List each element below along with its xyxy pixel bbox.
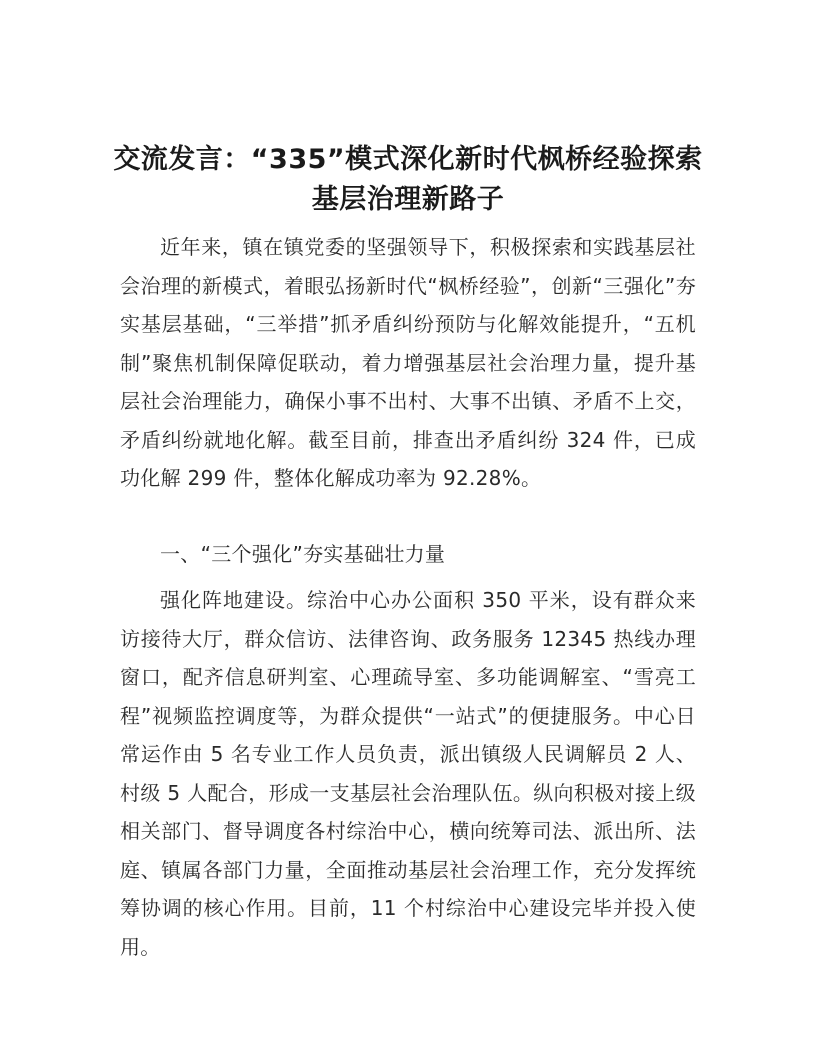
document-title: 交流发言：“335”模式深化新时代枫桥经验探索基层治理新路子 — [113, 144, 703, 215]
section-heading-1: 一、“三个强化”夯实基础壮力量 — [160, 542, 446, 566]
paragraph-position-building: 强化阵地建设。综治中心办公面积 350 平米，设有群众来访接待大厅，群众信访、法律咨询、政务服务 12345 热线办理窗口，配齐信息研判室、心理疏导室、多功能调解室、“雪亮工程”视频监控调度等，为群众提供“一站式”的便捷服务。中心日常运作由 5 名专业工作人员负责，派出镇级人民调解员 2 人、村级 5 人配合，形成一支基层社会治理队伍。纵向积极对接上级相关部门、督导调度各村综治中心，横向统筹司法、派出所、法庭、镇属各部门力量，全面推动基层社会治理工作，充分发挥统筹协调的核心作用。目前，11 个村综治中心建设完毕并投入使用。 — [120, 588, 696, 959]
paragraph-intro: 近年来，镇在镇党委的坚强领导下，积极探索和实践基层社会治理的新模式，着眼弘扬新时代“枫桥经验”，创新“三强化”夯实基层基础，“三举措”抓矛盾纠纷预防与化解效能提升，“五机制”聚焦机制保障促联动，着力增强基层社会治理力量，提升基层社会治理能力，确保小事不出村、大事不出镇、矛盾不上交，矛盾纠纷就地化解。截至目前，排查出矛盾纠纷 324 件，已成功化解 299 件，整体化解成功率为 92.28%。 — [120, 235, 696, 490]
